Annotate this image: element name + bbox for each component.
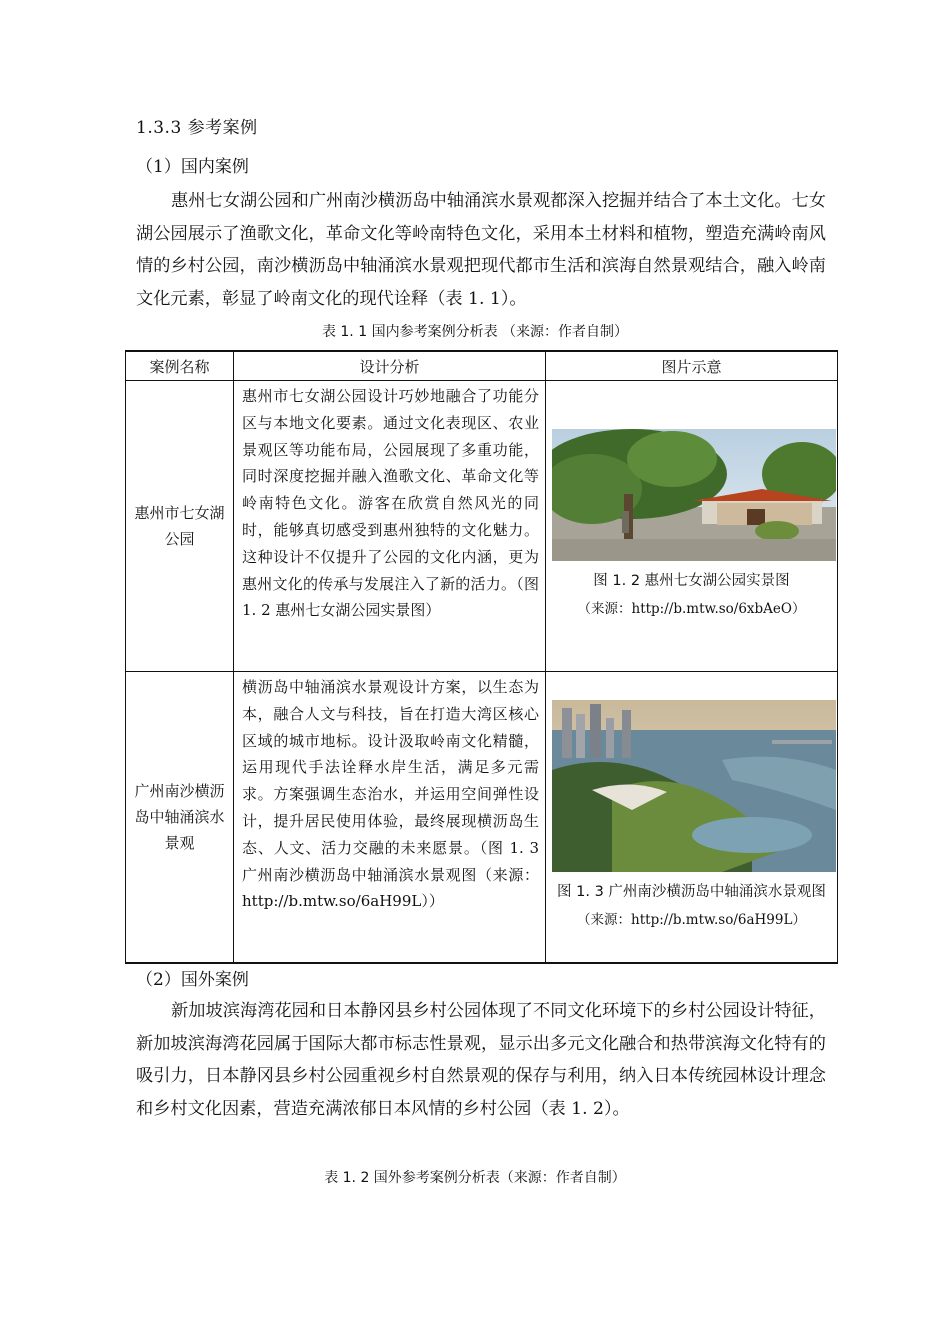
header-image: 图片示意 [546, 351, 838, 381]
park-photo-image [552, 429, 836, 561]
case-name: 惠州市七女湖公园 [134, 504, 225, 548]
section-heading: 1.3.3 参考案例 [136, 118, 258, 138]
figure-caption: 图 1. 3 广州南沙横沥岛中轴涌滨水景观图 [557, 883, 826, 900]
header-design-analysis: 设计分析 [234, 351, 546, 381]
table-row [126, 672, 838, 963]
header-case-name: 案例名称 [126, 351, 234, 381]
domestic-case-table [125, 350, 838, 964]
domestic-paragraph: 惠州七女湖公园和广州南沙横沥岛中轴涌滨水景观都深入挖掘并结合了本土文化。七女湖公园展示了渔歌文化，革命文化等岭南特色文化，采用本土材料和植物，塑造充满岭南风情的乡村公园，南沙横沥岛中轴涌滨水景观把现代都市生活和滨海自然景观结合，融入岭南文化元素，彰显了岭南文化的现代诠释（表 1. 1）。 [136, 191, 826, 309]
figure-caption: 图 1. 2 惠州七女湖公园实景图 [593, 573, 790, 589]
case-name: 广州南沙横沥岛中轴涌滨水景观 [134, 781, 225, 852]
figure-source: （来源：http://b.mtw.so/6xbAeO） [577, 601, 806, 617]
domestic-heading: （1）国内案例 [136, 157, 249, 177]
figure-source: （来源：http://b.mtw.so/6aH99L） [577, 911, 806, 928]
table-header-row [126, 351, 838, 381]
waterfront-render-image [552, 700, 836, 872]
table-row [126, 381, 838, 672]
foreign-table-caption: 表 1. 2 国外参考案例分析表（来源：作者自制） [324, 1170, 626, 1186]
case-analysis: 惠州市七女湖公园设计巧妙地融合了功能分区与本地文化要素。通过文化表现区、农业景观区等功能布局，公园展现了多重功能，同时深度挖掘并融入渔歌文化、革命文化等岭南特色文化。游客在欣赏自然风光的同时，能够真切感受到惠州独特的文化魅力。这种设计不仅提升了公园的文化内涵，更为惠州文化的传承与发展注入了新的活力。（图 1. 2 惠州七女湖公园实景图） [234, 381, 546, 672]
domestic-table-caption: 表 1. 1 国内参考案例分析表 （来源：作者自制） [321, 324, 629, 340]
foreign-heading: （2）国外案例 [136, 970, 249, 990]
case-analysis: 横沥岛中轴涌滨水景观设计方案，以生态为本，融合人文与科技，旨在打造大湾区核心区域的城市地标。设计汲取岭南文化精髓，运用现代手法诠释水岸生活，满足多元需求。方案强调生态治水，并运用空间弹性设计，提升居民使用体验，最终展现横沥岛生态、人文、活力交融的未来愿景。（图 1. 3 广州南沙横沥岛中轴涌滨水景观图（来源：http://b.mtw.so/6aH99L）） [234, 672, 546, 963]
foreign-paragraph: 新加坡滨海湾花园和日本静冈县乡村公园体现了不同文化环境下的乡村公园设计特征，新加坡滨海湾花园属于国际大都市标志性景观，显示出多元文化融合和热带滨海文化特有的吸引力，日本静冈县乡村公园重视乡村自然景观的保存与利用，纳入日本传统园林设计理念和乡村文化因素，营造充满浓郁日本风情的乡村公园（表 1. 2）。 [136, 1001, 826, 1119]
